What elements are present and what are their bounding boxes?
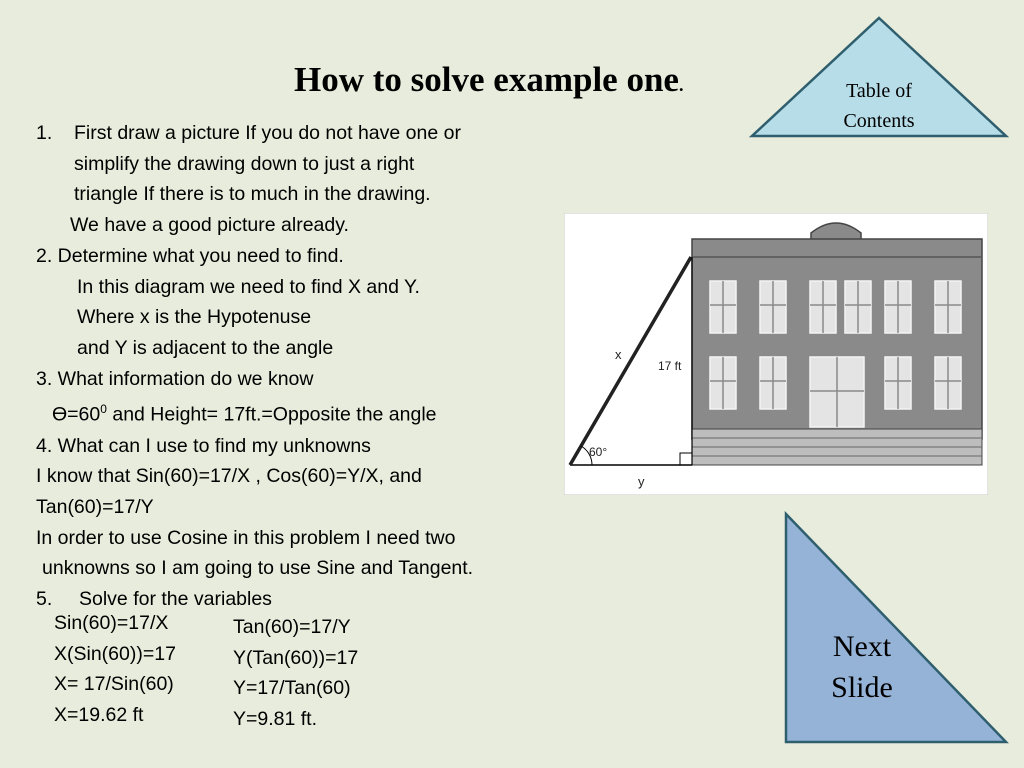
step-4-line-2: I know that Sin(60)=17/X , Cos(60)=Y/X, and — [36, 465, 422, 488]
step-5-number: 5. — [36, 588, 53, 611]
theta-value: Ө=60 — [52, 403, 101, 426]
sine-step-1: Sin(60)=17/X — [54, 612, 169, 634]
step-4-line-3: Tan(60)=17/Y — [36, 495, 154, 518]
step-4-line-4: In order to use Cosine in this problem I need two — [36, 526, 456, 549]
known-height: and Height= 17ft.=Opposite the angle — [106, 403, 437, 426]
sine-solution-column — [54, 608, 176, 730]
step-1-line-1 — [36, 118, 566, 149]
building-diagram — [564, 213, 988, 495]
step-2-line-1: 2. Determine what you need to find. — [36, 244, 344, 267]
step-1-text: First draw a picture If you do not have one or — [74, 122, 461, 144]
tangent-step-2: Y(Tan(60))=17 — [233, 646, 359, 669]
tangent-step-3: Y=17/Tan(60) — [233, 677, 351, 699]
table-of-contents-button[interactable] — [748, 14, 1010, 138]
toc-label-line1: Table of — [846, 80, 912, 102]
next-label-line2: Slide — [831, 671, 893, 704]
step-1-number: 1. — [36, 122, 53, 144]
sine-step-4: X=19.62 ft — [54, 703, 144, 726]
toc-label-line2: Contents — [843, 110, 915, 132]
step-3-line-2 — [36, 394, 566, 430]
step-5-text: Solve for the variables — [79, 588, 272, 611]
sine-step-2: X(Sin(60))=17 — [54, 642, 176, 665]
step-1-line-2: simplify the drawing down to just a right — [74, 152, 415, 175]
label-x: x — [615, 347, 622, 362]
next-label-line1: Next — [832, 630, 892, 663]
tangent-step-4: Y=9.81 ft. — [233, 707, 318, 730]
next-slide-label[interactable] — [822, 626, 902, 708]
step-2-line-2: In this diagram we need to find X and Y. — [77, 275, 420, 298]
tangent-solution-column — [233, 612, 358, 734]
tangent-step-1: Tan(60)=17/Y — [233, 616, 351, 638]
toc-label[interactable] — [748, 76, 1010, 136]
step-2-line-4: and Y is adjacent to the angle — [77, 336, 334, 359]
step-4-line-1: 4. What can I use to find my unknowns — [36, 434, 371, 457]
title-text: How to solve example one — [294, 60, 679, 99]
slide-title — [294, 60, 754, 100]
step-2-line-3: Where x is the Hypotenuse — [77, 306, 312, 329]
building-diagram-svg — [564, 213, 988, 495]
title-period: . — [678, 75, 684, 95]
label-17ft: 17 ft — [658, 359, 682, 373]
label-60-degrees: 60° — [589, 445, 608, 459]
step-3-line-1: 3. What information do we know — [36, 367, 314, 390]
step-4-line-5: unknowns so I am going to use Sine and Tangent. — [42, 557, 474, 580]
step-1-line-4: We have a good picture already. — [70, 214, 349, 237]
degree-superscript: 0 — [100, 402, 107, 417]
solution-steps — [36, 118, 566, 615]
step-1-line-3: triangle If there is to much in the drawing. — [74, 183, 431, 206]
label-y: y — [638, 474, 645, 489]
sine-step-3: X= 17/Sin(60) — [54, 673, 174, 695]
next-slide-button[interactable] — [782, 510, 1010, 746]
